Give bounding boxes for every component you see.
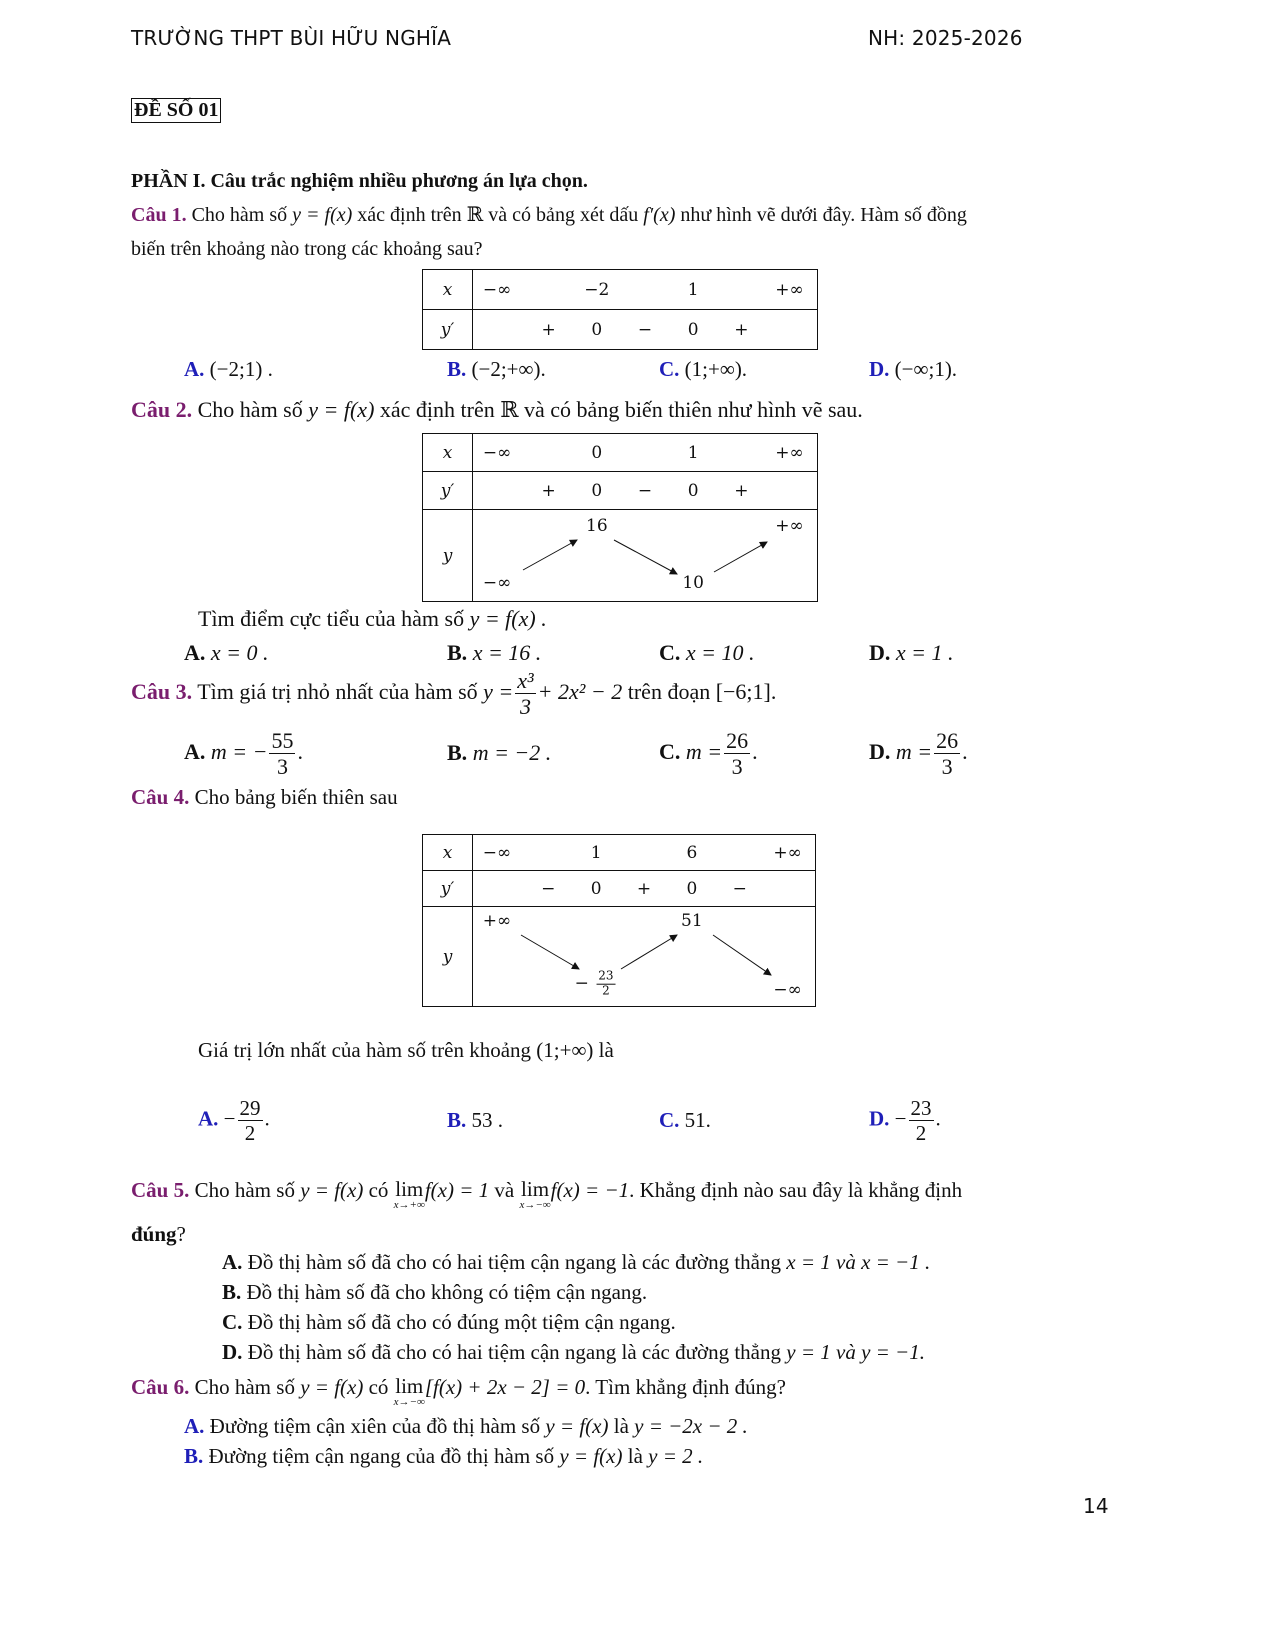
question-2-label: Câu 2. xyxy=(131,397,193,422)
q4-option-b xyxy=(447,1108,503,1133)
q5-text-a: Cho hàm số xyxy=(194,1178,295,1202)
q5-option-val: Đồ thị hàm số đã cho có đúng một tiệm cận ngang. xyxy=(247,1310,676,1334)
q1-option-key: A. xyxy=(184,357,205,381)
q5-option-c xyxy=(222,1310,676,1335)
q3-option-d xyxy=(869,728,968,780)
q6-text-c: . Tìm khẳng định đúng? xyxy=(585,1375,786,1399)
question-4-line xyxy=(131,785,398,810)
q4-x-val: −∞ xyxy=(482,842,512,863)
q1-x-val: −∞ xyxy=(482,279,512,300)
q2-arrow-down xyxy=(614,540,677,574)
q3-frac-num: x³ xyxy=(517,668,534,693)
q5-option-val: Đồ thị hàm số đã cho không có tiệm cận ngang. xyxy=(246,1280,648,1304)
q1-option-a xyxy=(184,357,273,382)
q5-lim-1-word: lim xyxy=(395,1177,424,1201)
q4-question-end: là xyxy=(598,1038,614,1062)
q6-option-mid: là xyxy=(627,1444,643,1468)
q6-text-b: có xyxy=(368,1375,389,1399)
q6-option-func: y = f(x) xyxy=(559,1444,623,1468)
q3-option-c xyxy=(659,728,758,780)
q1-text-b: xác định trên ℝ và có bảng xét dấu xyxy=(357,204,639,226)
q2-y-row xyxy=(473,510,818,602)
q2-option-key: D. xyxy=(869,640,891,665)
q1-option-key: D. xyxy=(869,357,890,381)
q2-yp-label: y′ xyxy=(423,472,473,510)
q1-option-key: B. xyxy=(447,357,467,381)
q2-x-val: +∞ xyxy=(775,442,804,463)
q2-x-val: −∞ xyxy=(482,442,512,463)
exam-title: ĐỀ SỐ 01 xyxy=(131,98,221,123)
question-1-label: Câu 1. xyxy=(131,204,187,226)
q2-arrows xyxy=(473,510,817,602)
q2-yp-val: + xyxy=(734,480,749,501)
q1-yp-val: + xyxy=(734,319,749,340)
q2-option-key: C. xyxy=(659,640,681,665)
question-6-label: Câu 6. xyxy=(131,1375,190,1399)
q3-option-prefix: m = xyxy=(895,738,933,764)
question-3-label: Câu 3. xyxy=(131,678,193,704)
q4-option-suffix: . xyxy=(935,1106,941,1131)
q1-option-d xyxy=(869,357,957,382)
q5-text-bold: đúng xyxy=(131,1222,177,1246)
q2-option-b xyxy=(447,640,541,666)
question-4-label: Câu 4. xyxy=(131,785,190,809)
q4-option-suffix: . xyxy=(264,1106,270,1131)
question-3-line xyxy=(131,668,776,720)
q3-text-b: trên đoạn xyxy=(627,678,711,704)
q3-option-den: 3 xyxy=(941,754,953,780)
q6-option-math: y = 2 . xyxy=(648,1444,704,1468)
q4-option-fraction xyxy=(238,1096,263,1145)
q3-option-fraction xyxy=(934,728,960,780)
q2-func: y = f(x) xyxy=(308,397,375,422)
q1-text-c: như hình vẽ dưới đây. Hàm số đồng xyxy=(680,204,967,226)
q3-option-key: C. xyxy=(659,738,681,764)
question-5-line-1 xyxy=(131,1178,962,1212)
q3-option-fraction xyxy=(269,728,295,780)
q4-y-max: 51 xyxy=(681,910,703,931)
q4-text-a: Cho bảng biến thiên sau xyxy=(194,785,398,809)
q5-option-key: D. xyxy=(222,1340,243,1364)
q4-yp-val: 0 xyxy=(590,878,602,899)
q1-yp-val: − xyxy=(637,319,653,340)
q4-x-row xyxy=(473,835,816,871)
q3-option-prefix: m = xyxy=(685,738,723,764)
q6-option-a xyxy=(184,1414,748,1439)
q2-variation-table xyxy=(422,433,818,602)
q1-option-key: C. xyxy=(659,357,680,381)
q6-lim-sub: x→−∞ xyxy=(393,1396,425,1409)
section-title: PHẦN I. Câu trắc nghiệm nhiều phương án lựa chọn. xyxy=(131,170,588,192)
q2-x-row xyxy=(473,434,818,472)
q1-x-row xyxy=(473,270,818,310)
q4-yp-label: y′ xyxy=(423,871,473,907)
q3-func-lhs: y = xyxy=(483,678,514,704)
q1-yp-val: 0 xyxy=(591,319,603,340)
q4-option-den: 2 xyxy=(915,1121,927,1146)
question-1-line-2: biến trên khoảng nào trong các khoảng sau? xyxy=(131,238,483,260)
q2-x-val: 1 xyxy=(687,442,699,463)
q5-lim-2 xyxy=(519,1178,550,1212)
page-number: 14 xyxy=(1083,1494,1109,1518)
q6-option-val: Đường tiệm cận ngang của đồ thị hàm số xyxy=(208,1444,555,1468)
q4-y-bottom-right: −∞ xyxy=(773,980,802,1001)
q6-option-val: Đường tiệm cận xiên của đồ thị hàm số xyxy=(209,1414,541,1438)
q6-option-mid: là xyxy=(613,1414,629,1438)
q3-option-den: 3 xyxy=(276,754,288,780)
question-1-line-1 xyxy=(131,202,967,227)
q3-option-key: D. xyxy=(869,738,891,764)
q4-option-key: A. xyxy=(198,1106,219,1131)
q3-option-a xyxy=(184,728,303,780)
q4-y-min-sign: − xyxy=(574,973,589,994)
q3-func-rest: + 2x² − 2 xyxy=(537,678,623,704)
q2-question xyxy=(198,606,547,632)
q1-x-label: x xyxy=(423,270,473,310)
q4-arrow-down xyxy=(521,935,579,969)
q3-option-den: 3 xyxy=(731,754,743,780)
q5-lim-2-word: lim xyxy=(521,1177,550,1201)
q4-yp-val: − xyxy=(732,878,747,899)
q4-option-fraction xyxy=(909,1096,934,1145)
q4-y-min-den: 2 xyxy=(602,983,610,998)
q4-option-num: 29 xyxy=(239,1096,261,1120)
q3-option-num: 55 xyxy=(271,728,294,753)
q5-option-math: x = 1 và x = −1 . xyxy=(786,1250,931,1274)
q5-lim-1-sub: x→+∞ xyxy=(393,1199,425,1212)
q2-option-val: x = 16 . xyxy=(472,640,542,665)
q1-x-val: 1 xyxy=(687,279,699,300)
q5-option-val: Đồ thị hàm số đã cho có hai tiệm cận ngang là các đường thẳng xyxy=(247,1250,781,1274)
q3-option-key: B. xyxy=(447,740,468,765)
q6-option-key: B. xyxy=(184,1444,204,1468)
q5-option-key: B. xyxy=(222,1280,242,1304)
q2-y-max-right: +∞ xyxy=(775,516,804,537)
q4-option-key: D. xyxy=(869,1106,890,1131)
q1-x-val: −2 xyxy=(584,279,610,300)
q1-deriv: f′(x) xyxy=(643,204,676,226)
q1-option-val: (1;+∞). xyxy=(684,357,748,381)
q1-option-val: (−∞;1). xyxy=(894,357,958,381)
q5-text-d: . Khẳng định nào sau đây là khẳng định xyxy=(629,1178,963,1202)
q4-y-label: y xyxy=(423,907,473,1007)
q1-yp-val: + xyxy=(541,319,556,340)
q4-option-num: 23 xyxy=(910,1096,932,1120)
q4-question-text: Giá trị lớn nhất của hàm số trên khoảng xyxy=(198,1038,532,1062)
q4-yp-val: − xyxy=(541,878,556,899)
q5-option-d xyxy=(222,1340,925,1365)
q4-yp-val: + xyxy=(636,878,652,899)
q2-option-key: A. xyxy=(184,640,206,665)
q5-text-b: có xyxy=(368,1178,389,1202)
q3-option-num: 26 xyxy=(726,728,749,753)
q5-func: y = f(x) xyxy=(300,1178,364,1202)
q4-option-d xyxy=(869,1096,941,1145)
q2-yp-val: 0 xyxy=(687,480,699,501)
q2-arrow-up xyxy=(714,542,767,572)
q2-x-val: 0 xyxy=(591,442,603,463)
q2-option-d xyxy=(869,640,954,666)
q4-x-val: 6 xyxy=(686,842,698,863)
q1-sign-table xyxy=(422,269,818,350)
q5-text-c: và xyxy=(494,1178,515,1202)
q2-x-label: x xyxy=(423,434,473,472)
q6-lim-word: lim xyxy=(395,1374,424,1398)
q5-lim-1 xyxy=(394,1178,425,1212)
q5-text-end: ? xyxy=(176,1222,186,1246)
q5-lim-1-expr: f(x) = 1 xyxy=(424,1178,490,1202)
q3-option-fraction xyxy=(724,728,750,780)
q5-option-key: A. xyxy=(222,1250,243,1274)
q4-option-prefix: − xyxy=(223,1106,236,1131)
q1-x-val: +∞ xyxy=(775,279,804,300)
q1-option-val: (−2;1) . xyxy=(209,357,273,381)
q4-option-prefix: − xyxy=(894,1106,907,1131)
q4-option-key: B. xyxy=(447,1108,467,1132)
q2-question-func: y = f(x) . xyxy=(469,606,547,631)
q2-option-a xyxy=(184,640,269,666)
q6-option-math: y = −2x − 2 . xyxy=(634,1414,748,1438)
q3-option-num: 26 xyxy=(936,728,959,753)
q2-y-min-left: −∞ xyxy=(482,572,512,593)
q2-question-text: Tìm điểm cực tiểu của hàm số xyxy=(198,606,465,631)
q5-option-key: C. xyxy=(222,1310,243,1334)
q4-option-den: 2 xyxy=(244,1121,256,1146)
q4-option-a xyxy=(198,1096,270,1145)
q3-interval: [−6;1]. xyxy=(715,678,777,704)
q3-fraction xyxy=(515,668,535,720)
q3-option-prefix: m = −2 . xyxy=(472,740,552,765)
q2-option-key: B. xyxy=(447,640,468,665)
q6-option-func: y = f(x) xyxy=(545,1414,609,1438)
q6-text-a: Cho hàm số xyxy=(194,1375,295,1399)
q2-text-b: xác định trên ℝ và có bảng biến thiên như hình vẽ sau. xyxy=(379,397,863,422)
q3-option-key: A. xyxy=(184,738,206,764)
q1-option-c xyxy=(659,357,747,382)
q1-option-val: (−2;+∞). xyxy=(471,357,546,381)
q1-func: y = f(x) xyxy=(292,204,353,226)
q4-yp-val: 0 xyxy=(686,878,698,899)
q5-option-b xyxy=(222,1280,647,1305)
q2-y-label: y xyxy=(423,510,473,602)
q5-option-val: Đồ thị hàm số đã cho có hai tiệm cận ngang là các đường thẳng xyxy=(247,1340,781,1364)
q4-variation-table xyxy=(422,834,816,1007)
q6-func: y = f(x) xyxy=(300,1375,364,1399)
q6-lim xyxy=(394,1375,425,1409)
q4-arrow-up xyxy=(621,935,677,969)
q2-yp-val: − xyxy=(637,480,653,501)
question-5-label: Câu 5. xyxy=(131,1178,190,1202)
q1-yp-val: 0 xyxy=(687,319,699,340)
question-5-line-2 xyxy=(131,1222,186,1247)
q4-y-min-num: 23 xyxy=(598,968,614,983)
q4-question-interval: (1;+∞) xyxy=(536,1038,594,1062)
q2-option-val: x = 10 . xyxy=(685,640,755,665)
q2-text-a: Cho hàm số xyxy=(197,397,303,422)
q1-yp-label: y′ xyxy=(423,310,473,350)
school-year: NH: 2025-2026 xyxy=(868,26,1023,50)
q2-y-min: 10 xyxy=(682,572,704,593)
q5-lim-2-sub: x→−∞ xyxy=(519,1199,551,1212)
q4-arrows xyxy=(473,907,815,1007)
q1-text-a: Cho hàm số xyxy=(191,204,288,226)
q2-y-max: 16 xyxy=(586,516,608,537)
q4-yp-row xyxy=(473,871,816,907)
q6-lim-expr: [f(x) + 2x − 2] = 0 xyxy=(424,1375,586,1399)
q6-option-key: A. xyxy=(184,1414,205,1438)
q3-option-suffix: . xyxy=(962,738,968,764)
q4-x-val: 1 xyxy=(590,842,602,863)
q4-y-row xyxy=(473,907,816,1007)
q2-yp-val: 0 xyxy=(591,480,603,501)
q2-option-val: x = 1 . xyxy=(895,640,954,665)
q4-option-prefix: 53 . xyxy=(471,1108,504,1132)
q3-option-b xyxy=(447,740,551,766)
q5-option-math: y = 1 và y = −1. xyxy=(786,1340,925,1364)
q2-arrow-up xyxy=(523,540,577,570)
question-2-line-1 xyxy=(131,397,863,423)
q4-question xyxy=(198,1038,614,1063)
school-name: TRƯỜNG THPT BÙI HỮU NGHĨA xyxy=(131,26,452,50)
q4-option-prefix: 51. xyxy=(684,1108,711,1132)
q3-option-suffix: . xyxy=(297,738,303,764)
q6-option-b xyxy=(184,1444,703,1469)
q4-option-c xyxy=(659,1108,711,1133)
question-6-line xyxy=(131,1375,786,1409)
q2-yp-val: + xyxy=(541,480,556,501)
q4-x-val: +∞ xyxy=(773,842,802,863)
q5-lim-2-expr: f(x) = −1 xyxy=(550,1178,630,1202)
q1-option-b xyxy=(447,357,546,382)
q2-yp-row xyxy=(473,472,818,510)
q3-frac-den: 3 xyxy=(519,694,531,720)
q2-option-val: x = 0 . xyxy=(210,640,269,665)
q4-x-label: x xyxy=(423,835,473,871)
q3-option-prefix: m = − xyxy=(210,738,268,764)
q2-option-c xyxy=(659,640,755,666)
q1-yp-row xyxy=(473,310,818,350)
q3-text-a: Tìm giá trị nhỏ nhất của hàm số xyxy=(197,678,478,704)
q4-option-key: C. xyxy=(659,1108,680,1132)
q4-y-top-left: +∞ xyxy=(482,910,512,931)
q4-arrow-down xyxy=(713,935,771,975)
q3-option-suffix: . xyxy=(752,738,758,764)
q5-option-a xyxy=(222,1250,930,1275)
